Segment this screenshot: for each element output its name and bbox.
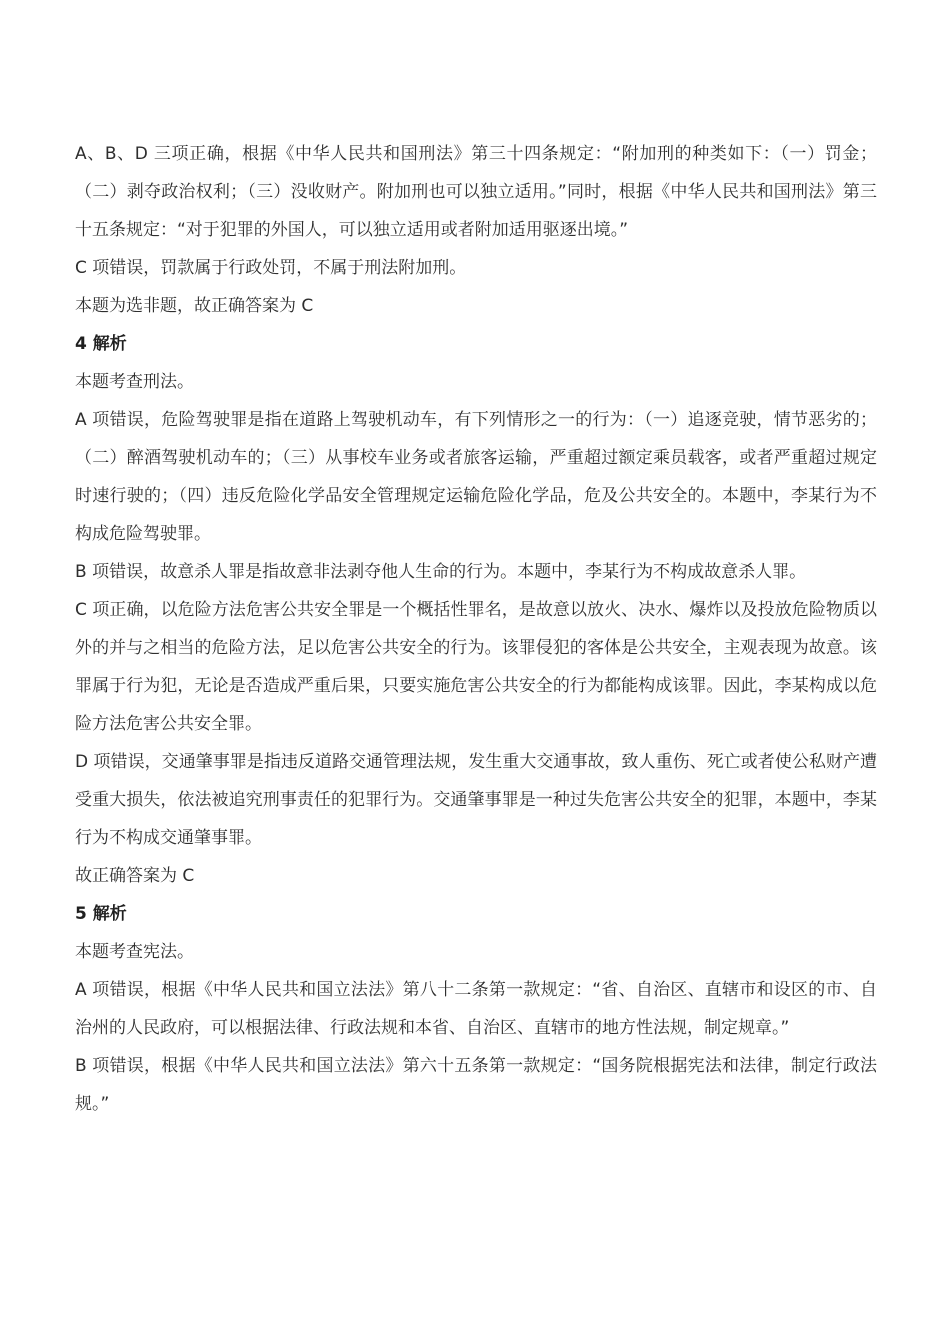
paragraph-topic-4: 本题考查刑法。 [75, 372, 194, 392]
paragraph-c-wrong: C 项错误，罚款属于行政处罚，不属于刑法附加刑。 [75, 258, 467, 278]
paragraph-answer-3: 本题为选非题，故正确答案为 C [75, 296, 314, 316]
paragraph-answer-4: 故正确答案为 C [75, 866, 195, 886]
paragraph-abd-correct: A、B、D 三项正确，根据《中华人民共和国刑法》第三十四条规定：“附加刑的种类如下：（一）罚金；（二）剥夺政治权利；（三）没收财产。附加刑也可以独立适用。”同时，根据《中华人民共和国刑法》第三十五条规定：“对于犯罪的外国人，可以独立适用或者附加适用驱逐出境。” [75, 144, 877, 240]
paragraph-4-option-b: B 项错误，故意杀人罪是指故意非法剥夺他人生命的行为。本题中，李某行为不构成故意杀人罪。 [75, 562, 807, 582]
paragraph-5-option-a: A 项错误，根据《中华人民共和国立法法》第八十二条第一款规定：“省、自治区、直辖市和设区的市、自治州的人民政府，可以根据法律、行政法规和本省、自治区、直辖市的地方性法规，制定规章。” [75, 980, 877, 1038]
document-body [75, 135, 877, 1123]
paragraph-4-option-c: C 项正确，以危险方法危害公共安全罪是一个概括性罪名，是故意以放火、决水、爆炸以及投放危险物质以外的并与之相当的危险方法，足以危害公共安全的行为。该罪侵犯的客体是公共安全，主观表现为故意。该罪属于行为犯，无论是否造成严重后果，只要实施危害公共安全的行为都能构成该罪。因此，李某构成以危险方法危害公共安全罪。 [75, 600, 877, 734]
heading-analysis-4: 4 解析 [75, 334, 127, 354]
paragraph-4-option-a: A 项错误，危险驾驶罪是指在道路上驾驶机动车，有下列情形之一的行为：（一）追逐竞驶，情节恶劣的；（二）醉酒驾驶机动车的；（三）从事校车业务或者旅客运输，严重超过额定乘员载客，或者严重超过规定时速行驶的；（四）违反危险化学品安全管理规定运输危险化学品，危及公共安全的。本题中，李某行为不构成危险驾驶罪。 [75, 410, 877, 544]
heading-analysis-5: 5 解析 [75, 904, 127, 924]
paragraph-4-option-d: D 项错误，交通肇事罪是指违反道路交通管理法规，发生重大交通事故，致人重伤、死亡或者使公私财产遭受重大损失，依法被追究刑事责任的犯罪行为。交通肇事罪是一种过失危害公共安全的犯罪，本题中，李某行为不构成交通肇事罪。 [75, 752, 877, 848]
paragraph-topic-5: 本题考查宪法。 [75, 942, 194, 962]
paragraph-5-option-b: B 项错误，根据《中华人民共和国立法法》第六十五条第一款规定：“国务院根据宪法和法律，制定行政法规。” [75, 1056, 877, 1114]
